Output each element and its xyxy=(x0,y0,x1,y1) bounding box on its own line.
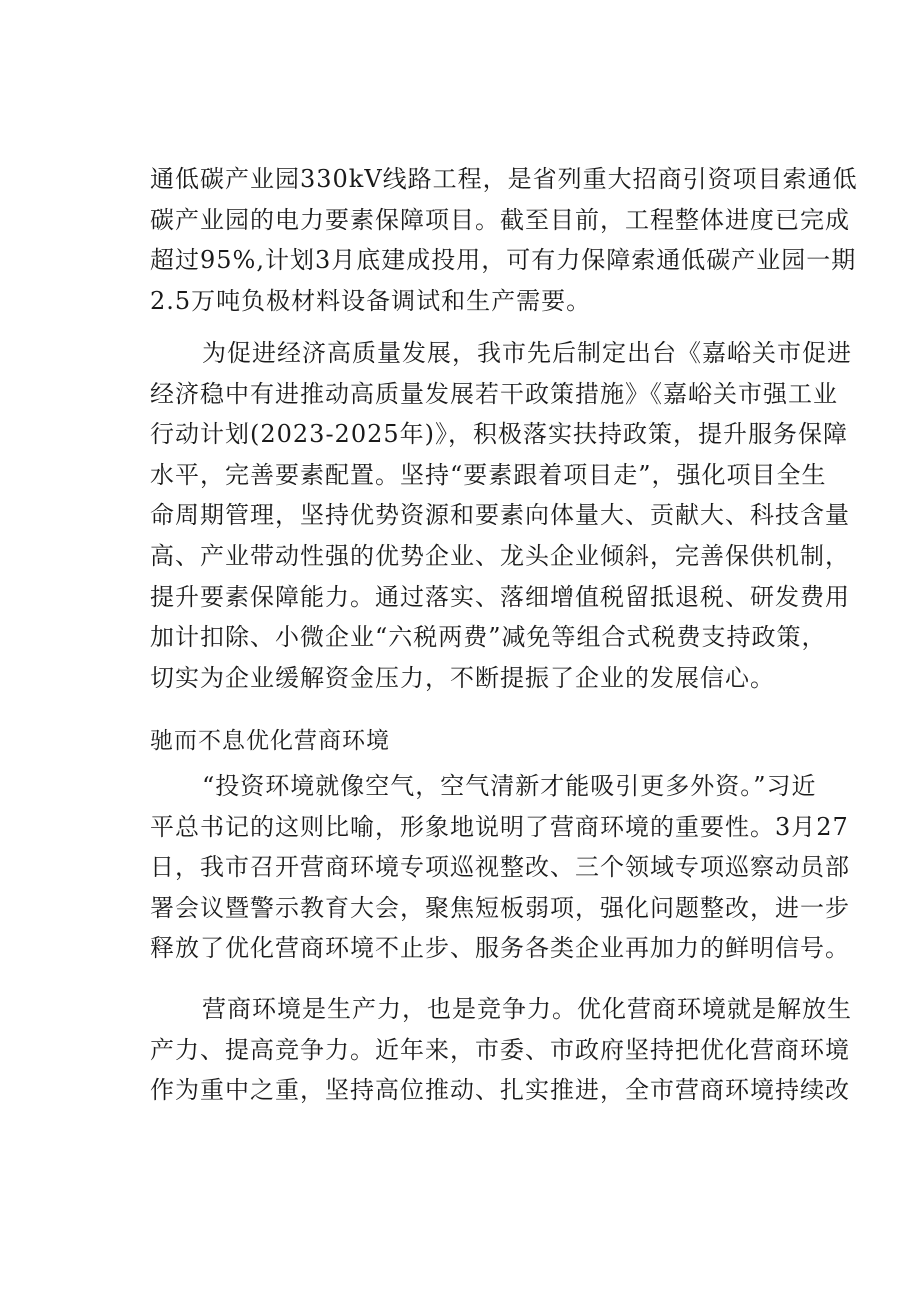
paragraph-power-project xyxy=(150,159,858,321)
paragraph-policy-measures xyxy=(150,333,852,698)
text-line: “投资环境就像空气，空气清新才能吸引更多外资。”习近 xyxy=(202,772,817,800)
text-line: 署会议暨警示教育大会，聚焦短板弱项，强化问题整改，进一步 xyxy=(150,893,850,922)
text-line: 为促进经济高质量发展，我市先后制定出台《嘉峪关市促进 xyxy=(202,339,852,367)
text-line: 经济稳中有进推动高质量发展若干政策措施》《嘉峪关市强工业 xyxy=(150,379,838,408)
text-line: 水平，完善要素配置。坚持“要素跟着项目走”，强化项目全生 xyxy=(150,460,827,489)
text-line: 释放了优化营商环境不止步、服务各类企业再加力的鲜明信号。 xyxy=(150,934,850,963)
text-line: 产力、提高竞争力。近年来，市委、市政府坚持把优化营商环境 xyxy=(150,1035,850,1064)
paragraph-investment-environment xyxy=(150,766,850,969)
text-line: 命周期管理，坚持优势资源和要素向体量大、贡献大、科技含量 xyxy=(150,501,850,530)
text-line: 高、产业带动性强的优势企业、龙头企业倾斜，完善保供机制， xyxy=(150,541,850,570)
text-line: 平总书记的这则比喻，形象地说明了营商环境的重要性。3月27 xyxy=(150,812,849,841)
text-line: 2.5万吨负极材料设备调试和生产需要。 xyxy=(150,286,592,315)
text-line: 加计扣除、小微企业“六税两费”减免等组合式税费支持政策， xyxy=(150,623,827,652)
text-line: 切实为企业缓解资金压力，不断提振了企业的发展信心。 xyxy=(150,663,775,692)
text-line: 通低碳产业园330kV线路工程，是省列重大招商引资项目索通低 xyxy=(150,165,858,193)
text-line: 营商环境是生产力，也是竞争力。优化营商环境就是解放生 xyxy=(202,995,852,1023)
text-line: 日，我市召开营商环境专项巡视整改、三个领域专项巡察动员部 xyxy=(150,853,850,882)
section-heading: 驰而不息优化营商环境 xyxy=(150,728,390,754)
paragraph-business-environment xyxy=(150,989,852,1111)
text-line: 碳产业园的电力要素保障项目。截至目前，工程整体进度已完成 xyxy=(150,205,850,234)
text-line: 提升要素保障能力。通过落实、落细增值税留抵退税、研发费用 xyxy=(150,582,850,611)
text-line: 作为重中之重，坚持高位推动、扎实推进，全市营商环境持续改 xyxy=(150,1076,850,1105)
text-line: 行动计划(2023-2025年)》，积极落实扶持政策，提升服务保障 xyxy=(150,420,848,449)
text-line: 超过95%,计划3月底建成投用，可有力保障索通低碳产业园一期 xyxy=(150,246,857,275)
